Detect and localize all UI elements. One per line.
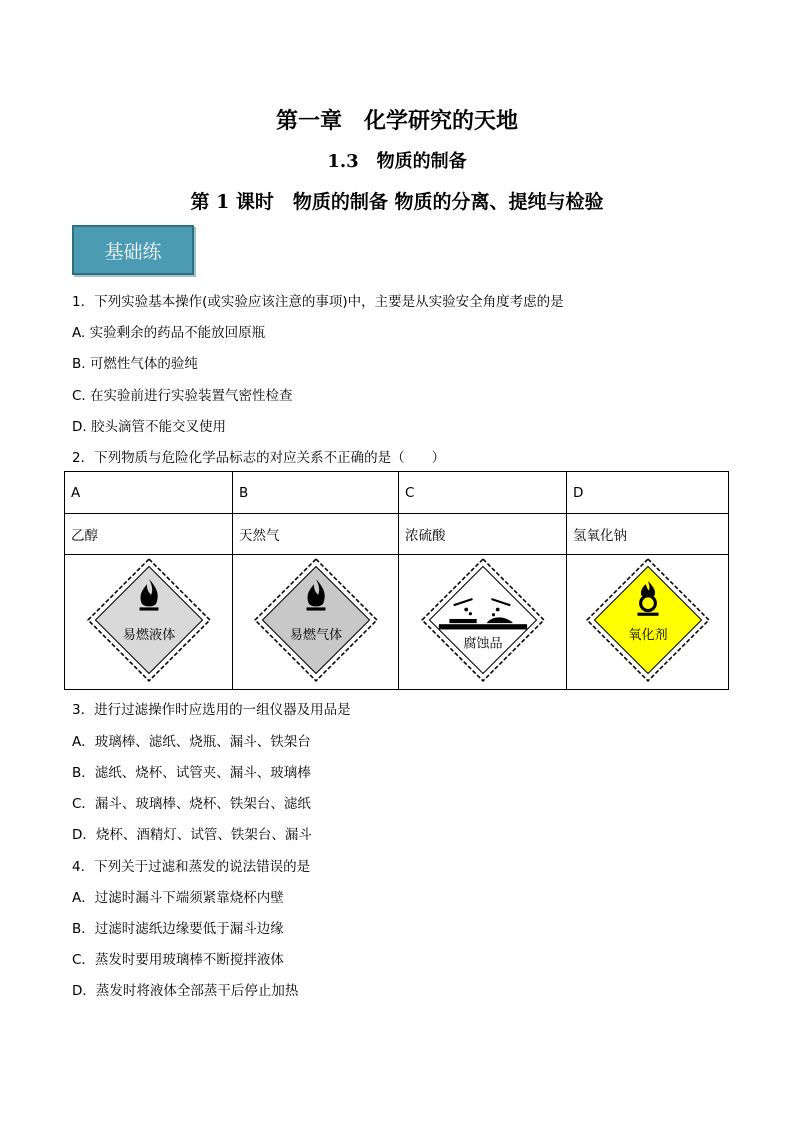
question-3-option-a: A．玻璃棒、滤纸、烧瓶、漏斗、铁架台 xyxy=(72,734,311,750)
table-cell-sign xyxy=(567,555,729,690)
question-1-option-b: B. 可燃性气体的验纯 xyxy=(72,356,198,372)
table-cell-substance: 乙醇 xyxy=(65,514,233,555)
flammable-liquid-sign xyxy=(86,557,212,683)
table-cell-sign xyxy=(233,555,399,690)
sign-label: 易燃气体 xyxy=(289,627,342,643)
question-3-stem: 3．进行过滤操作时应选用的一组仪器及用品是 xyxy=(72,702,351,718)
table-cell-letter: A xyxy=(65,472,233,514)
question-4-stem: 4．下列关于过滤和蒸发的说法错误的是 xyxy=(72,859,311,875)
oxidizer-sign xyxy=(585,557,711,683)
corrosive-sign xyxy=(420,557,546,683)
question-1-stem: 1．下列实验基本操作(或实验应该注意的事项)中，主要是从实验安全角度考虑的是 xyxy=(72,294,564,310)
sign-diamond xyxy=(95,566,202,673)
hazard-table xyxy=(64,471,729,690)
table-cell-sign xyxy=(399,555,567,690)
table-cell-letter: B xyxy=(233,472,399,514)
question-4-option-b: B．过滤时滤纸边缘要低于漏斗边缘 xyxy=(72,921,284,937)
table-cell-sign xyxy=(65,555,233,690)
table-cell-letter: D xyxy=(567,472,729,514)
sign-diamond xyxy=(594,566,701,673)
table-row xyxy=(65,472,729,514)
question-4-option-a: A．过滤时漏斗下端须紧靠烧杯内壁 xyxy=(72,890,284,906)
table-cell-substance: 氢氧化钠 xyxy=(567,514,729,555)
chapter-title: 第一章 化学研究的天地 xyxy=(275,108,518,134)
sign-diamond xyxy=(429,566,536,673)
question-2-stem: 2．下列物质与危险化学品标志的对应关系不正确的是（ ） xyxy=(72,450,446,466)
question-3-option-d: D．烧杯、酒精灯、试管、铁架台、漏斗 xyxy=(72,827,312,843)
question-3-option-c: C．漏斗、玻璃棒、烧杯、铁架台、滤纸 xyxy=(72,796,311,812)
table-row xyxy=(65,555,729,690)
table-cell-substance: 浓硫酸 xyxy=(399,514,567,555)
basic-practice-badge: 基础练 xyxy=(72,225,194,275)
sign-label: 氧化剂 xyxy=(627,627,668,643)
table-row xyxy=(65,514,729,555)
question-1-option-a: A. 实验剩余的药品不能放回原瓶 xyxy=(72,325,266,341)
question-4-option-d: D．蒸发时将液体全部蒸干后停止加热 xyxy=(72,983,299,999)
flammable-gas-sign xyxy=(253,557,379,683)
question-1-option-d: D. 胶头滴管不能交叉使用 xyxy=(72,419,226,435)
sign-label: 易燃液体 xyxy=(122,627,175,643)
lesson-title: 第 1 课时 物质的制备 物质的分离、提纯与检验 xyxy=(190,191,604,213)
sign-diamond xyxy=(262,566,369,673)
section-title: 1.3 物质的制备 xyxy=(327,151,467,172)
question-4-option-c: C．蒸发时要用玻璃棒不断搅拌液体 xyxy=(72,952,284,968)
table-cell-substance: 天然气 xyxy=(233,514,399,555)
question-1-option-c: C. 在实验前进行实验装置气密性检查 xyxy=(72,388,293,404)
table-cell-letter: C xyxy=(399,472,567,514)
sign-label: 腐蚀品 xyxy=(462,636,503,652)
question-3-option-b: B．滤纸、烧杯、试管夹、漏斗、玻璃棒 xyxy=(72,765,311,781)
